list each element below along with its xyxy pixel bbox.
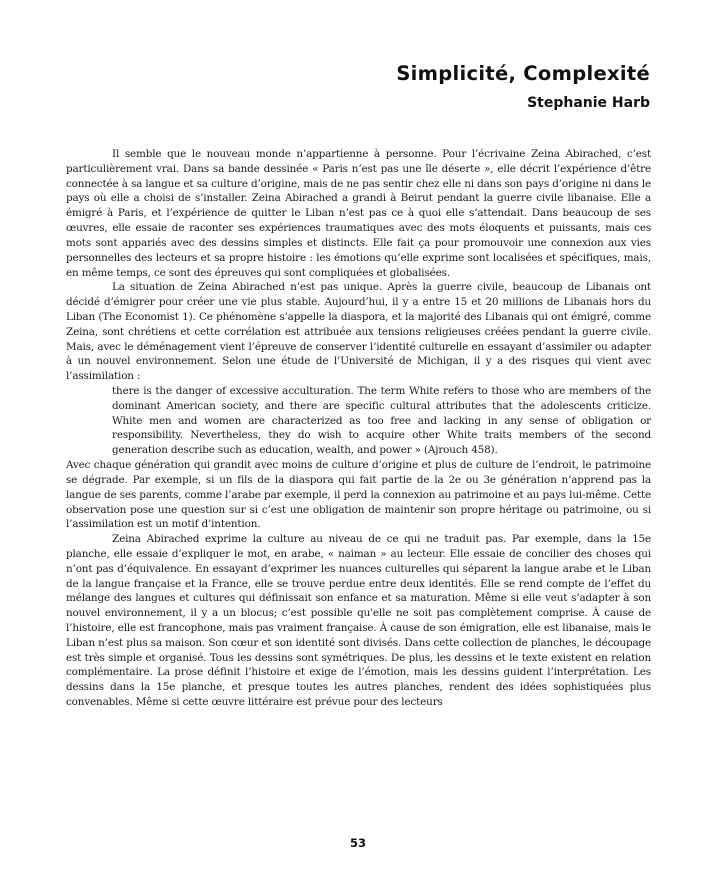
paragraph-1: Il semble que le nouveau monde n’appartienne à personne. Pour l’écrivaine Zeina Abirached, c’est particulièrement vrai. Dans sa bande dessinée « Paris n’est pas une île déserte », elle décrit l’expérience d’être connectée à sa langue et sa culture d’origine, mais de ne pas sentir chez elle ni dans son pays d’origine ni dans le pays où elle a choisi de s’installer. Zeina Abirached a grandi à Beirut pendant la guerre civile libanaise. Elle a émigré à Paris, et l’expérience de quitter le Liban n’est pas ce à quoi elle s’attendait. Dans beaucoup de ses œuvres, elle essaie de raconter ses expériences traumatiques avec des mots éloquents et puissants, mais ces mots sont appariés avec des dessins simples et distincts. Elle fait ça pour promouvoir une connexion aux vies personnelles des lecteurs et sa propre histoire : les émotions qu’elle exprime sont localisées et spécifiques, mais, en même temps, ce sont des épreuves qui sont compliquées et globalisées. [66, 148, 651, 279]
page-number: 53 [349, 836, 366, 850]
paragraph-4: Zeina Abirached exprime la culture au niveau de ce qui ne traduit pas. Par exemple, dans la 15e planche, elle essaie d’expliquer le mot, en arabe, « naiman » au lecteur. Elle essaie de concilier des choses qui n’ont pas d’équivalence. En essayant d’exprimer les nuances culturelles qui séparent la langue arabe et le Liban de la langue française et la France, elle se trouve perdue entre deux identités. Elle se rend compte de l’effet du mélange des langues et cultures qui définissait son enfance et sa maturation. Même si elle veut s’adapter à son nouvel environnement, il y a un blocus; c’est possible qu'elle ne soit pas complètement comprise. À cause de l’histoire, elle est francophone, mais pas vraiment française. À cause de son émigration, elle est libanaise, mais le Liban n’est plus sa maison. Son cœur et son identité sont divisés. Dans cette collection de planches, le découpage est très simple et organisé. Tous les dessins sont symétriques. De plus, les dessins et le texte existent en relation complémentaire. La prose définit l’histoire et exige de l’émotion, mais les dessins guident l’interprétation. Les dessins dans la 15e planche, et presque toutes les autres planches, rendent des idées sophistiquées plus convenables. Même si cette œuvre littéraire est prévue pour des lecteurs [66, 533, 651, 709]
paragraph-3: Avec chaque génération qui grandit avec moins de culture d’origine et plus de culture de l’endroit, le patrimoine se dégrade. Par exemple, si un fils de la diaspora qui fait partie de la 2e ou 3e génération n’apprend pas la langue de ses parents, comme l’arabe par exemple, il perd la connexion au patrimoine et au pays lui-même. Cette observation pose une question sur si c’est une obligation de maintenir son propre héritage ou patrimoine, ou si l’assimilation est un motif d’intention. [66, 459, 651, 531]
article-body [66, 147, 651, 710]
article-title: Simplicité, Complexité [396, 62, 650, 85]
block-quote: there is the danger of excessive acculturation. The term White refers to those who are members of the dominant American society, and there are specific cultural attributes that the adolescents criticize. White men and women are characterized as too free and lacking in any sense of obligation or responsibility. Nevertheless, they do wish to acquire other White traits members of the second generation describe such as education, wealth, and power » (Ajrouch 458). [112, 385, 651, 457]
article-author: Stephanie Harb [527, 95, 650, 111]
paragraph-2: La situation de Zeina Abirached n’est pas unique. Après la guerre civile, beaucoup de Libanais ont décidé d’émigrer pour créer une vie plus stable. Aujourd’hui, il y a entre 15 et 20 millions de Libanais hors du Liban (The Economist 1). Ce phénomène s’appelle la diaspora, et la majorité des Libanais qui ont émigré, comme Zeina, sont chrétiens et cette corrélation est attribuée aux tensions religieuses créées pendant la guerre civile. Mais, avec le déménagement vient l’épreuve de conserver l’identité culturelle en essayant d’assimiler ou adapter à un nouvel environnement. Selon une étude de l’Université de Michigan, il y a des risques qui vient avec l’assimilation : [66, 281, 651, 383]
